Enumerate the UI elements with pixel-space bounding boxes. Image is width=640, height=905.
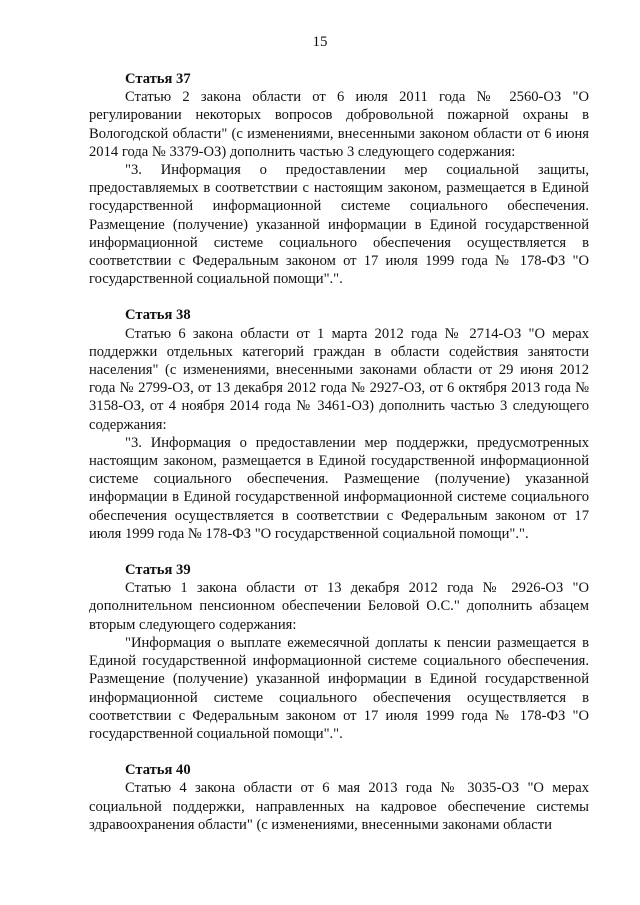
article-heading: Статья 39 [125, 562, 191, 579]
article-paragraph: Статью 4 закона области от 6 мая 2013 года № 3035-ОЗ "О мерах социальной поддержки, направленных на кадровое обеспечение системы здравоохранения области" (с изменениями, внесенными законами области [89, 780, 589, 833]
article-39 [89, 561, 589, 743]
article-heading: Статья 40 [125, 762, 191, 779]
article-quoted-paragraph: "Информация о выплате ежемесячной доплаты к пенсии размещается в Единой государственной информационной системе социального обеспечения. Размещение (получение) указанной информации в Единой государственной информационной системе социального обеспечения осуществляется в соответствии с Федеральным законом от 17 июля 1999 года № 178-ФЗ "О государственной социальной помощи".". [89, 634, 589, 742]
article-quoted-paragraph: "3. Информация о предоставлении мер социальной защиты, предоставляемых в соответствии с настоящим законом, размещается в Единой государственной информационной системе социального обеспечения. Размещение (получение) указанной информации в Единой государственной информационной системе социального обеспечения осуществляется в соответствии с Федеральным законом от 17 июля 1999 года № 178-ФЗ "О государственной социальной помощи".". [89, 162, 589, 288]
page-number: 15 [312, 34, 328, 50]
document-body [89, 70, 589, 834]
article-heading: Статья 38 [125, 307, 191, 324]
article-quoted-paragraph: "3. Информация о предоставлении мер поддержки, предусмотренных настоящим законом, размещается в Единой государственной информационной системе социального обеспечения. Размещение (получение) указанной информации в Единой государственной информационной системе социального обеспечения осуществляется в соответствии с Федеральным законом от 17 июля 1999 года № 178-ФЗ "О государственной социальной помощи".". [89, 434, 589, 542]
article-paragraph: Статью 2 закона области от 6 июля 2011 года № 2560-ОЗ "О регулировании некоторых вопросов добровольной пожарной охраны в Вологодской области" (с изменениями, внесенными законом области от 6 июня 2014 года № 3379-ОЗ) дополнить частью 3 следующего содержания: [89, 89, 589, 160]
article-heading: Статья 37 [125, 71, 191, 87]
article-paragraph: Статью 1 закона области от 13 декабря 2012 года № 2926-ОЗ "О дополнительном пенсионном обеспечении Беловой О.С." дополнить абзацем вторым следующего содержания: [89, 580, 589, 633]
article-38 [89, 306, 589, 543]
article-37 [89, 70, 589, 288]
article-paragraph: Статью 6 закона области от 1 марта 2012 года № 2714-ОЗ "О мерах поддержки отдельных категорий граждан в области содействия занятости населения" (с изменениями, внесенными законами области от 29 июня 2012 года № 2799-ОЗ, от 13 декабря 2012 года № 2927-ОЗ, от 6 октября 2013 года № 3158-ОЗ, от 4 ноября 2014 года № 3461-ОЗ) дополнить частью 3 следующего содержания: [89, 325, 589, 433]
article-40 [89, 761, 589, 834]
